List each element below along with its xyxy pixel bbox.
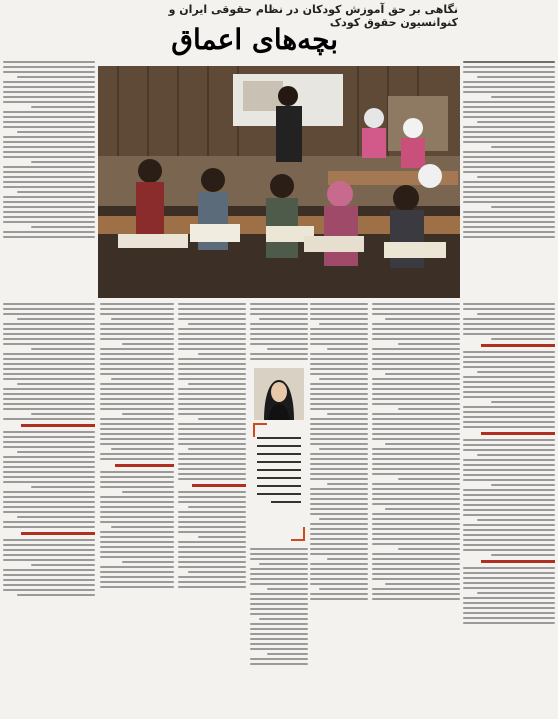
column-7 — [3, 300, 95, 715]
column-4-top — [250, 300, 308, 366]
column-right-top — [463, 58, 555, 298]
classroom-photo-icon — [98, 66, 460, 298]
classroom-photo — [98, 66, 460, 298]
column-6 — [100, 300, 174, 715]
article-subhead: نگاهی بر حق آموزش کودکان در نظام حقوقی ایران و کنوانسیون حقوق کودک — [168, 3, 458, 29]
column-4-bottom — [250, 545, 308, 715]
column-left-top — [3, 58, 95, 298]
column-5 — [178, 300, 246, 715]
pull-quote — [253, 423, 305, 541]
article-headline: بچه‌های اعماق — [171, 23, 338, 56]
author-portrait-icon — [254, 368, 304, 420]
column-2 — [372, 300, 460, 715]
column-1 — [463, 300, 555, 715]
author-portrait — [254, 368, 304, 420]
column-3 — [310, 300, 368, 715]
